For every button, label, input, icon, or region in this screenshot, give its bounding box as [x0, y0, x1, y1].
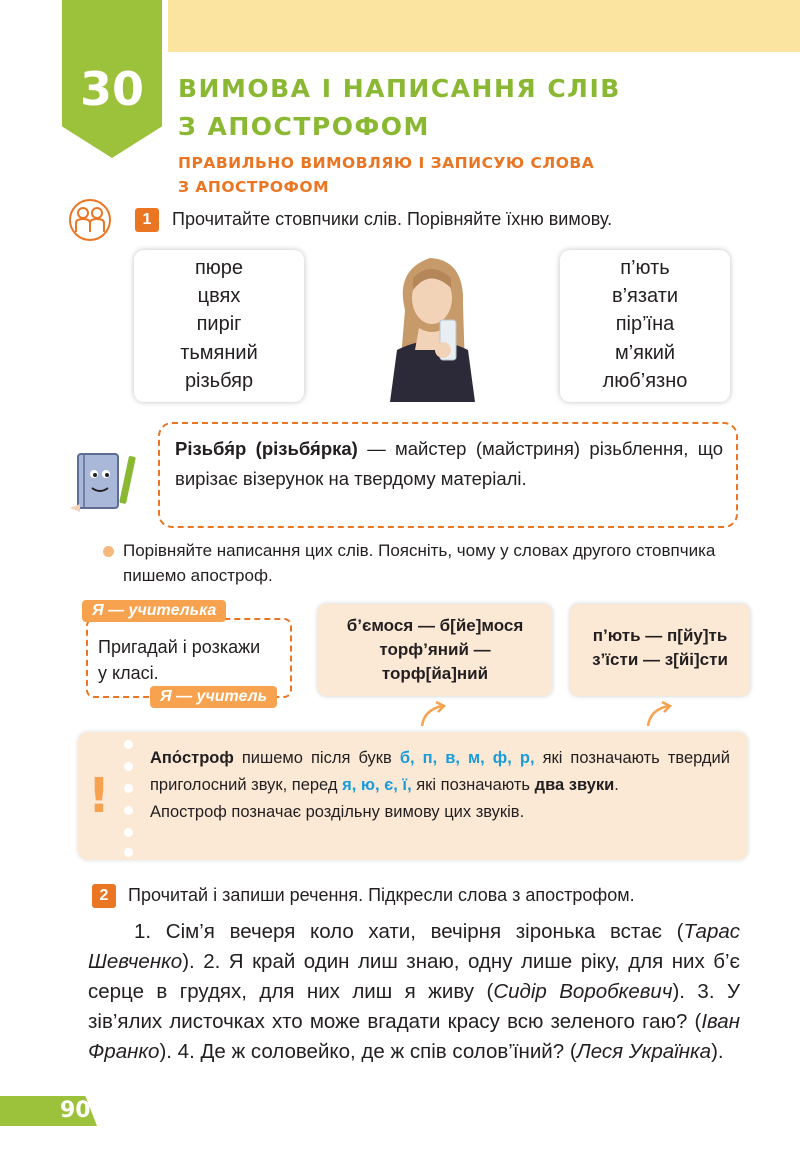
word: м’який	[614, 341, 676, 364]
sentence: ).	[711, 1040, 724, 1063]
example-line: торф[йа]ний	[381, 664, 489, 683]
rule-part: пишемо після букв	[233, 749, 400, 767]
title-line-2: З АПОСТРОФОМ	[178, 112, 430, 141]
rule-text	[150, 745, 730, 826]
sentence: ). 2. Я край один лиш знаю, одну лише ріку, для них б’є серце в грудях, для них лиш я живу (	[88, 950, 740, 1003]
task-2-text: Прочитай і запиши речення. Підкресли слова з апострофом.	[128, 885, 635, 905]
title-line-1: ВИМОВА І НАПИСАННЯ СЛІВ	[178, 74, 621, 103]
rule-line-2: Апостроф позначає роздільну вимову цих звуків.	[150, 803, 525, 821]
pair-work-icon	[68, 198, 112, 242]
word-card-left	[134, 250, 304, 402]
rule-letters: я, ю, є, ї,	[342, 776, 412, 794]
curved-arrow-icon	[644, 700, 674, 728]
notebook-mascot-icon	[68, 448, 148, 518]
exercise-text	[88, 917, 740, 1067]
word: люб’язно	[602, 369, 688, 392]
subtitle-line-1: ПРАВИЛЬНО ВИМОВЛЯЮ І ЗАПИСУЮ СЛОВА	[178, 154, 595, 172]
rule-part: .	[614, 776, 619, 794]
definition-body: — майстер (майстриня) різьблення, що вирізає візерунок на твердому матеріалі.	[175, 438, 724, 489]
header-bar	[168, 0, 800, 52]
rule-part: які позначають	[411, 776, 535, 794]
definition-term: Різьбя́р (різьбя́рка)	[175, 438, 358, 459]
task-2-badge: 2	[92, 884, 116, 908]
word: в’язати	[611, 285, 679, 308]
rule-bold: два звуки	[534, 776, 615, 794]
teacher-female-tag: Я — учителька	[82, 600, 226, 622]
bullet-icon	[103, 546, 114, 557]
word: пюре	[194, 257, 244, 279]
rule-part: які позначають твердий приголосний звук, перед	[150, 749, 730, 794]
girl-illustration	[385, 250, 480, 402]
definition-text	[175, 434, 723, 494]
rule-letters: б, п, в, м, ф, р,	[399, 749, 535, 767]
example-line: з’їсти — з[йі]сти	[592, 650, 728, 669]
word: пиріг	[196, 313, 242, 336]
word: тьмяний	[180, 341, 258, 364]
teacher-male-tag: Я — учитель	[150, 686, 277, 708]
example-card-right	[570, 604, 750, 696]
lesson-number: 30	[79, 62, 144, 116]
word: цвях	[197, 285, 241, 308]
task-1-text: Прочитайте стовпчики слів. Порівняйте їхню вимову.	[172, 209, 613, 229]
sentence: ). 3. У зів’ялих листочках хто може вгадати красу всю зеленого гаю? (	[88, 980, 740, 1033]
word: п’ють	[620, 257, 670, 279]
lesson-subtitle	[178, 151, 594, 199]
task-1-badge: 1	[135, 208, 159, 232]
exclamation-icon: !	[88, 768, 110, 824]
word: різьбяр	[184, 369, 254, 392]
lesson-title	[178, 70, 621, 146]
teacher-line-2: у класі.	[98, 663, 159, 683]
sentence: 1. Сім’я вечеря коло хати, вечірня зіронька встає (	[134, 920, 684, 943]
word: пір’їна	[615, 313, 675, 336]
subtitle-line-2: З АПОСТРОФОМ	[178, 178, 330, 196]
rule-term: Апо́строф	[150, 749, 234, 767]
example-line: торф’яний —	[379, 640, 491, 659]
author: Тарас Шевченко	[88, 920, 740, 973]
compare-instruction: Порівняйте написання цих слів. Поясніть, чому у словах другого стовпчика пишемо апостроф.	[123, 541, 716, 585]
teacher-line-1: Пригадай і розкажи	[98, 637, 261, 657]
example-card-left	[318, 604, 552, 696]
author: Леся Українка	[576, 1040, 712, 1063]
word-card-right	[560, 250, 730, 402]
teacher-note-text	[98, 634, 260, 686]
author: Іван Франко	[88, 1010, 740, 1063]
example-line: п’ють — п[йу]ть	[592, 626, 728, 645]
page-number: 90	[60, 1098, 91, 1123]
example-line: б’ємося — б[йе]мося	[346, 616, 524, 635]
sentence: ). 4. Де ж соловейко, де ж спів солов’їний? (	[159, 1040, 577, 1063]
curved-arrow-icon	[418, 700, 448, 728]
author: Сидір Воробкевич	[493, 980, 673, 1003]
